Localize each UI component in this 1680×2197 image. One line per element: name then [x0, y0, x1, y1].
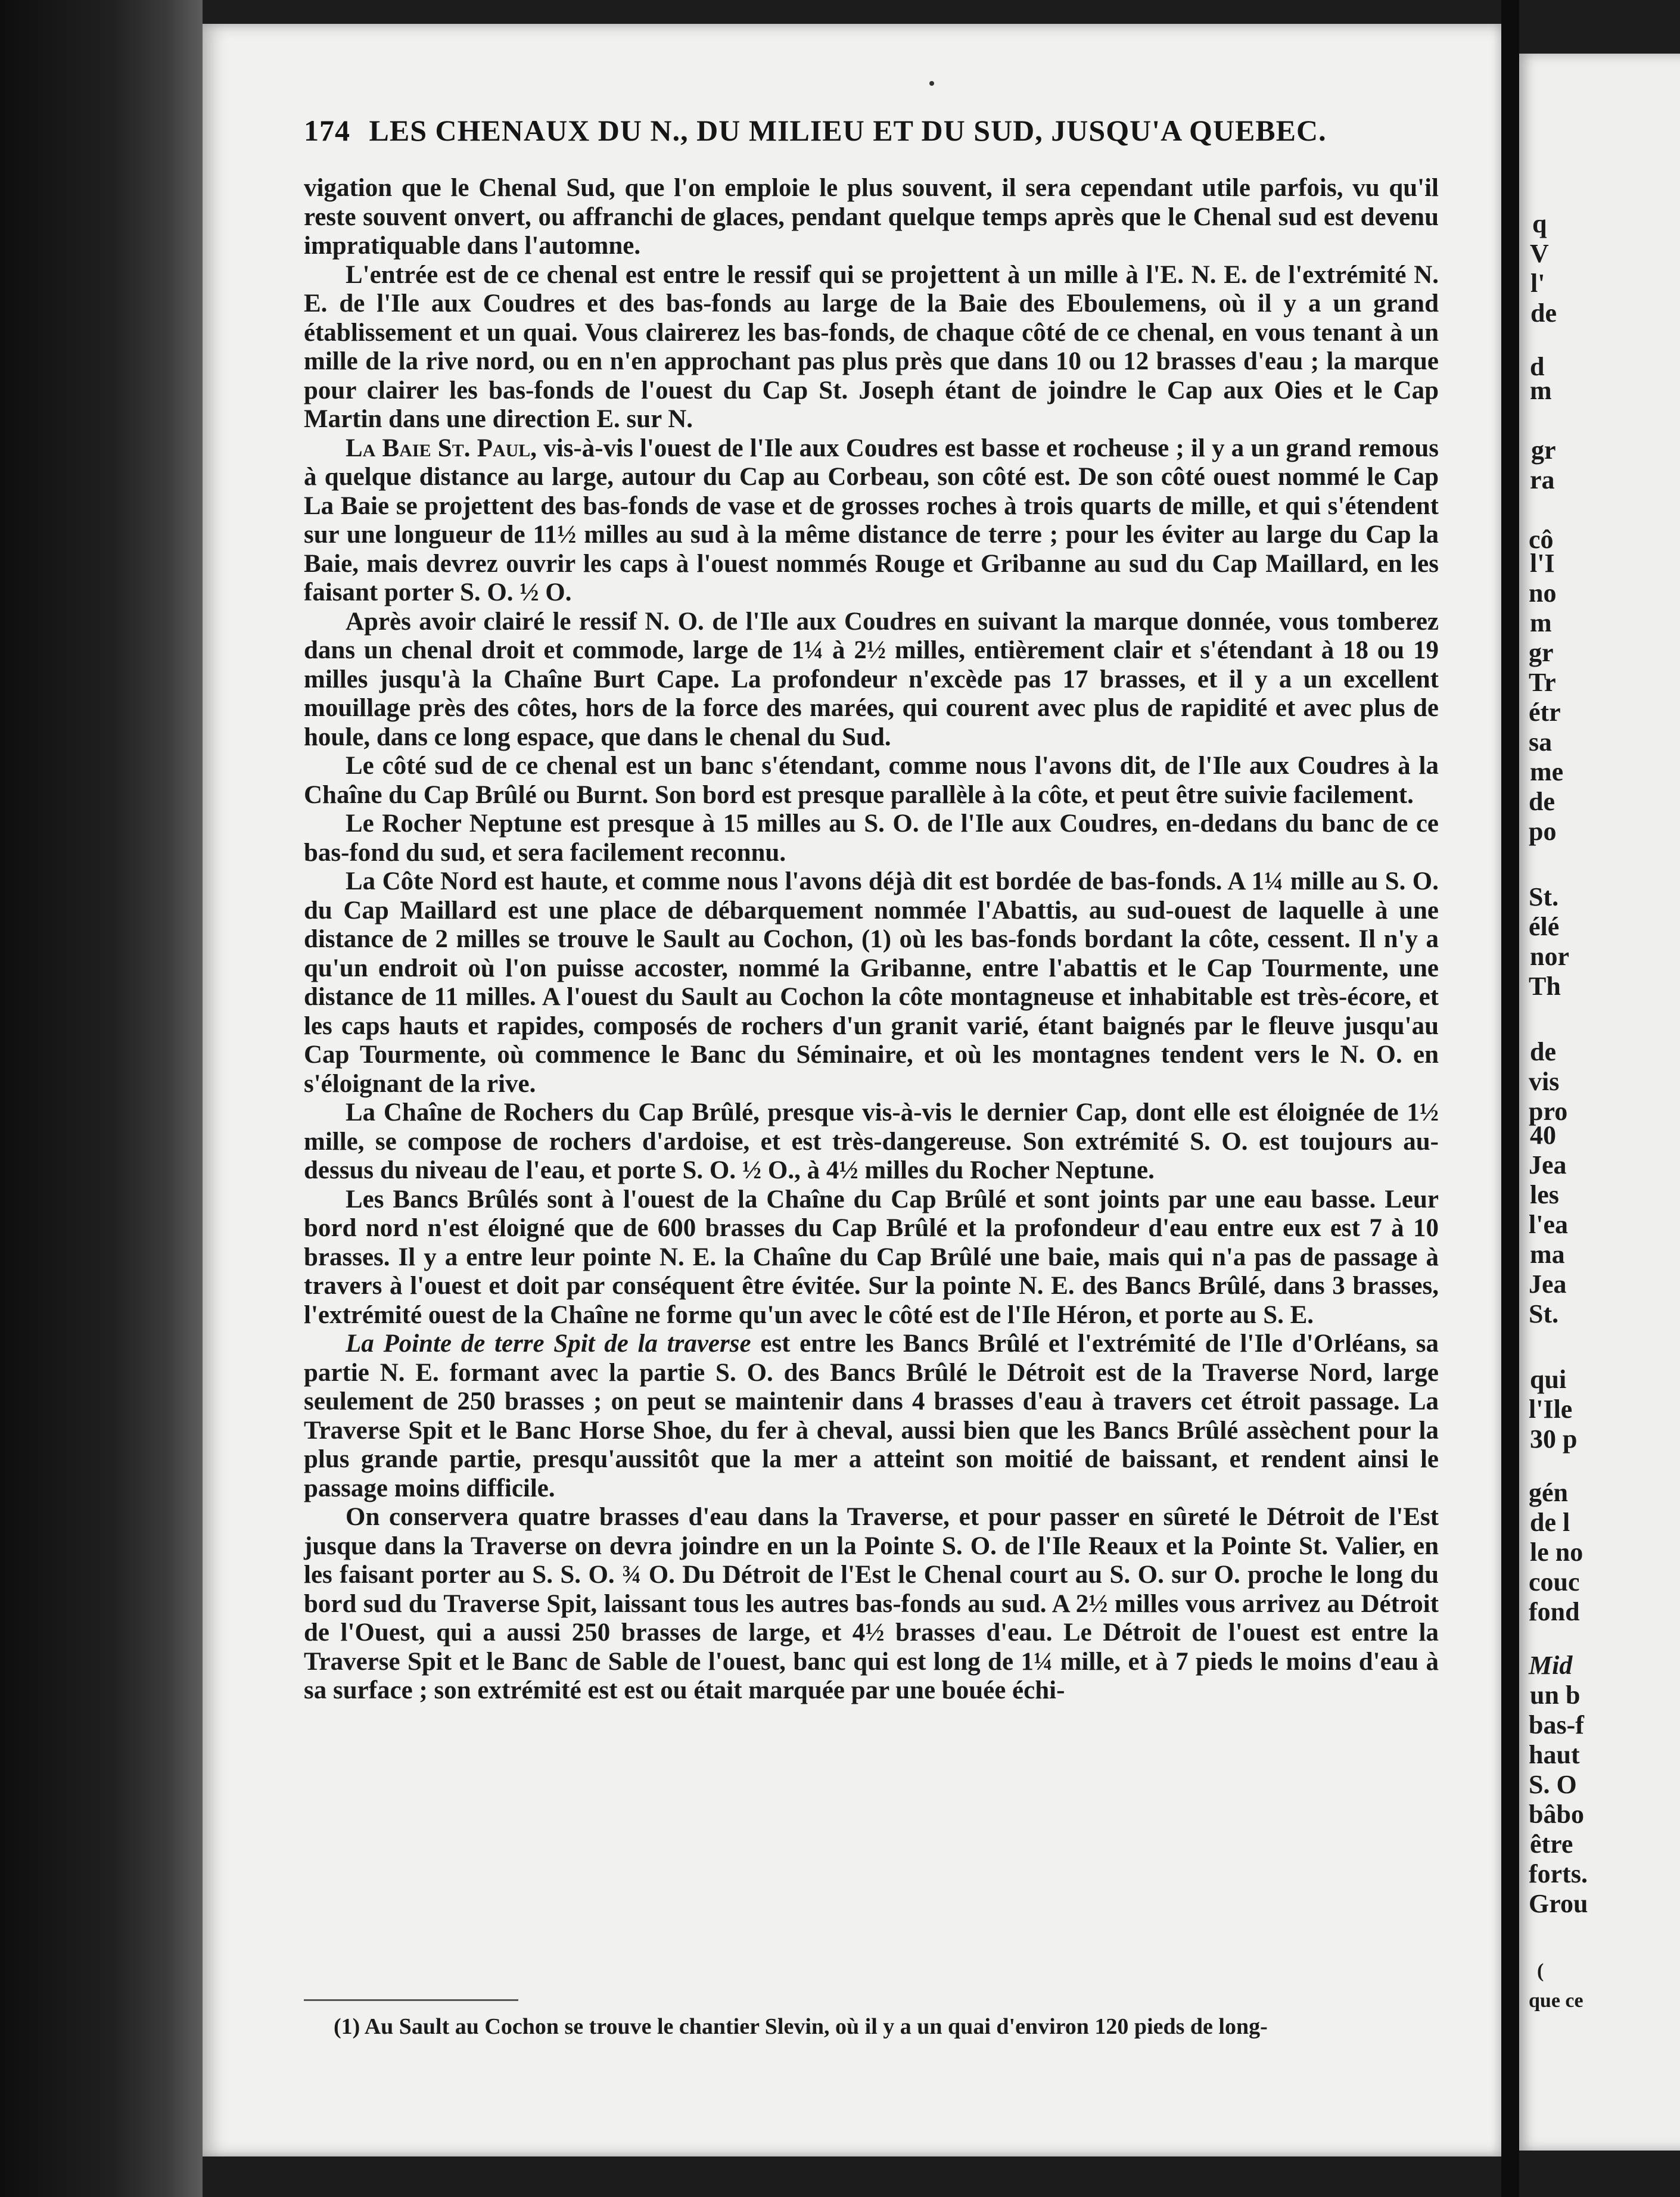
adjacent-page-fragment: l'I — [1530, 549, 1555, 578]
page-gutter — [1501, 0, 1519, 2197]
paragraph — [304, 1330, 1439, 1503]
adjacent-page-fragment: Tr — [1529, 668, 1556, 697]
adjacent-page-fragment: être — [1530, 1829, 1573, 1859]
paragraph: Le côté sud de ce chenal est un banc s'étendant, comme nous l'avons dit, de l'Ile aux Coudres à la Chaîne du Cap Brûlé ou Burnt. Son bord est presque parallèle à la côte, et peut être suivie facilement. — [304, 752, 1439, 809]
adjacent-page-fragment: gén — [1529, 1478, 1568, 1507]
adjacent-page-fragment: cô — [1529, 525, 1554, 554]
paragraph: L'entrée est de ce chenal est entre le ressif qui se projettent à un mille à l'E. N. E. de l'extrémité N. E. de l'Ile aux Coudres et des bas-fonds au large de la Baie des Eboulemens, où il y a un grand établissement et un quai. Vous clairerez les bas-fonds, de chaque côté de ce chenal, en vous tenant à un mille de la rive nord, ou en n'en approchant pas plus près que dans 10 ou 12 brasses d'eau ; la marque pour clairer les bas-fonds de l'ouest du Cap St. Joseph étant de joindre le Cap aux Oies et le Cap Martin dans une direction E. sur N. — [304, 260, 1439, 433]
paragraph — [304, 434, 1439, 608]
adjacent-page-fragment: bâbo — [1529, 1800, 1584, 1829]
paragraph: La Côte Nord est haute, et comme nous l'avons déjà dit est bordée de bas-fonds. A 1¼ mille au S. O. du Cap Maillard est une place de débarquement nommée l'Abattis, au sud-ouest de laquelle à une distance de 2 milles se trouve le Sault au Cochon, (1) où les bas-fonds bordant la côte, cessent. Il n'y a qu'un endroit où l'on puisse accoster, nommé la Gribanne, entre l'abattis et le Cap Tourmente, une distance de 11 milles. A l'ouest du Sault au Cochon la côte montagneuse et inhabitable est très-écore, et les caps hauts et rapides, composés de rochers d'un granit varié, étant baignés par le fleuve jusqu'au Cap Tourmente, où commence le Banc du Séminaire, et où les montagnes tendent vers le N. O. en s'éloignant de la rive. — [304, 867, 1439, 1098]
adjacent-page-fragment: haut — [1529, 1740, 1580, 1769]
adjacent-page-fragment: nor — [1530, 942, 1569, 971]
adjacent-page-fragment: Grou — [1529, 1889, 1588, 1918]
adjacent-page-fragment: no — [1529, 578, 1557, 608]
adjacent-page-fragment: me — [1530, 757, 1564, 786]
adjacent-page-fragment: q — [1532, 209, 1547, 238]
adjacent-page-fragment: que ce — [1529, 1990, 1583, 2012]
adjacent-page-fragment: de — [1529, 787, 1555, 816]
adjacent-page-fragment: de l — [1530, 1508, 1570, 1537]
adjacent-page-fragment: qui — [1530, 1365, 1567, 1394]
inline-heading: La Baie St. Paul, — [346, 434, 537, 462]
adjacent-page-fragment: St. — [1529, 882, 1559, 911]
running-head — [304, 113, 1327, 148]
adjacent-page-fragment: forts. — [1529, 1859, 1588, 1888]
paragraph: On conservera quatre brasses d'eau dans la Traverse, et pour passer en sûreté le Détroit de l'Est jusque dans la Traverse on devra joindre en un la Pointe S. O. de l'Ile Reaux et la Pointe St. Valier, en les faisant porter au S. S. O. ¾ O. Du Détroit de l'Est le Chenal court au S. O. sur O. proche le long du bord sud du Traverse Spit, laissant tous les autres bas-fonds au sud. A 2½ milles vous arrivez au Détroit de l'Ouest, qui a aussi 250 brasses de large, et 4½ brasses d'eau. Le Détroit de l'ouest est entre la Traverse Spit et le Banc de Sable de l'ouest, banc qui est long de 1¼ mille, et à 7 pieds le moins d'eau à sa surface ; son extrémité est est ou était marquée par une bouée échi- — [304, 1503, 1439, 1704]
adjacent-page-fragment: ma — [1530, 1240, 1565, 1269]
adjacent-page-fragment: V — [1530, 239, 1549, 268]
adjacent-page-fragment: m — [1530, 608, 1552, 637]
book-binding — [0, 0, 203, 2197]
adjacent-page-fragment: le no — [1530, 1538, 1583, 1567]
paragraph: Les Bancs Brûlés sont à l'ouest de la Chaîne du Cap Brûlé et sont joints par une eau basse. Leur bord nord n'est éloigné que de 600 brasses du Cap Brûlé et la profondeur d'eau entre eux est 7 à 10 brasses. Il y a entre leur pointe N. E. la Chaîne du Cap Brûlé une baie, mais qui n'a pas de passage à travers à l'ouest et doit par conséquent être évitée. Sur la pointe N. E. des Bancs Brûlé, dans 3 brasses, l'extrémité ouest de la Chaîne ne forme qu'un avec le côté est de l'Ile Héron, et porte au S. E. — [304, 1185, 1439, 1329]
adjacent-page-fragment: 40 — [1530, 1121, 1556, 1150]
running-head-title: LES CHENAUX DU N., DU MILIEU ET DU SUD, JUSQU'A QUEBEC. — [369, 114, 1327, 147]
adjacent-page — [1519, 54, 1680, 2151]
adjacent-page-fragment: St. — [1529, 1299, 1559, 1328]
adjacent-page-fragment: Jea — [1529, 1269, 1567, 1299]
footnote: (1) Au Sault au Cochon se trouve le chantier Slevin, où il y a un quai d'environ 120 pieds de long- — [334, 2014, 1268, 2039]
adjacent-page-fragment: de — [1530, 1037, 1556, 1066]
adjacent-page-fragment: ( — [1537, 1960, 1544, 1982]
adjacent-page-fragment: élé — [1529, 912, 1560, 941]
adjacent-page-fragment: l' — [1530, 269, 1545, 298]
adjacent-page-fragment: ra — [1530, 465, 1555, 494]
adjacent-page-fragment: un b — [1530, 1681, 1581, 1710]
adjacent-page-fragment: l'ea — [1529, 1210, 1568, 1239]
adjacent-page-fragment: S. O — [1529, 1770, 1577, 1799]
adjacent-page-fragment: Mid — [1529, 1651, 1573, 1680]
adjacent-page-fragment: les — [1530, 1180, 1559, 1209]
adjacent-page-fragment: fond — [1529, 1597, 1580, 1626]
inline-italic-heading: La Pointe de terre Spit de la traverse — [346, 1330, 751, 1358]
adjacent-page-fragment: Th — [1529, 972, 1561, 1001]
paragraph: Le Rocher Neptune est presque à 15 milles au S. O. de l'Ile aux Coudres, en-dedans du banc de ce bas-fond du sud, et sera facilement reconnu. — [304, 810, 1439, 867]
adjacent-page-fragment: sa — [1529, 727, 1553, 757]
paragraph: vigation que le Chenal Sud, que l'on emploie le plus souvent, il sera cependant utile parfois, vu qu'il reste souvent onvert, ou affranchi de glaces, pendant quelque temps après que le Chenal sud est devenu impratiquable dans l'automne. — [304, 174, 1439, 260]
adjacent-page-fragment: l'Ile — [1529, 1395, 1573, 1424]
adjacent-page-fragment: m — [1530, 376, 1552, 405]
adjacent-page-fragment: de — [1530, 298, 1557, 328]
ink-speck — [929, 81, 934, 86]
paragraph-text: est entre les Bancs Brûlé et l'extrémité de l'Ile d'Orléans, sa partie N. E. formant avec la partie S. O. des Bancs Brûlé le Détroit est de la Traverse Nord, large seulement de 250 brasses ; on peut se maintenir dans 4 brasses d'eau à travers cet étroit passage. La Traverse Spit et le Banc Horse Shoe, du fer à cheval, aussi bien que les Bancs Brûlé assèchent pour la plus grande partie, presqu'aussitôt que la mer a atteint son moitié de baissant, et rendent ainsi le passage moins difficile. — [304, 1330, 1439, 1502]
adjacent-page-fragment: gr — [1531, 435, 1556, 465]
adjacent-page-fragment: étr — [1529, 698, 1561, 727]
page-number: 174 — [304, 114, 350, 147]
paragraph-text: vis-à-vis l'ouest de l'Ile aux Coudres est basse et rocheuse ; il y a un grand remous à quelque distance au large, autour du Cap au Corbeau, son côté est. De son côté ouest nommé le Cap La Baie se projettent des bas-fonds de vase et de grosses roches à trois quarts de mille, et qui s'étendent sur une longueur de 11½ milles au sud à la même distance de terre ; pour les éviter au large du Cap la Baie, mais devrez ouvrir les caps à l'ouest nommés Rouge et Gribanne au sud du Cap Maillard, en les faisant porter S. O. ½ O. — [304, 434, 1439, 606]
paragraph: Après avoir clairé le ressif N. O. de l'Ile aux Coudres en suivant la marque donnée, vous tomberez dans un chenal droit et commode, large de 1¼ à 2½ milles, entièrement clair et s'étendant à 18 ou 19 milles jusqu'à la Chaîne Burt Cape. La profondeur n'excède pas 17 brasses, et il y a un excellent mouillage près des côtes, hors de la force des marées, qui courent avec plus de rapidité et avec plus de houle, dans ce long espace, que dans le chenal du Sud. — [304, 607, 1439, 751]
adjacent-page-fragment: Jea — [1529, 1150, 1567, 1180]
footnote-rule — [304, 1999, 518, 2001]
book-page — [203, 24, 1501, 2156]
adjacent-page-fragment: gr — [1529, 638, 1554, 667]
adjacent-page-fragment: vis — [1529, 1067, 1560, 1096]
adjacent-page-fragment: po — [1529, 817, 1557, 846]
adjacent-page-fragment: couc — [1529, 1567, 1580, 1597]
adjacent-page-fragment: d — [1530, 352, 1545, 381]
paragraph: La Chaîne de Rochers du Cap Brûlé, presque vis-à-vis le dernier Cap, dont elle est éloignée de 1½ mille, se compose de rochers d'ardoise, et est très-dangereuse. Son extrémité S. O. est toujours au-dessus du niveau de l'eau, et porte S. O. ½ O., à 4½ milles du Rocher Neptune. — [304, 1098, 1439, 1184]
adjacent-page-fragment: pro — [1529, 1097, 1568, 1126]
adjacent-page-fragment: 30 p — [1530, 1424, 1578, 1454]
body-text — [304, 174, 1439, 1706]
adjacent-page-fragment: bas-f — [1529, 1710, 1584, 1739]
